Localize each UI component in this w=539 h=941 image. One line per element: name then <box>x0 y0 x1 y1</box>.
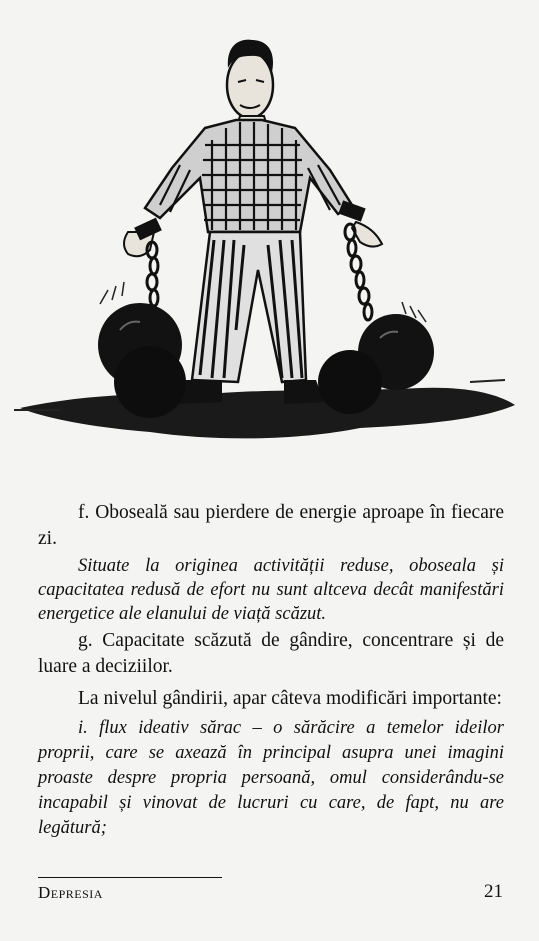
running-title: Depresia <box>38 883 103 902</box>
footer-rule <box>38 877 222 878</box>
page-number: 21 <box>484 881 503 902</box>
ground-shadow <box>14 380 515 438</box>
thinking-intro: La nivelul gândirii, apar câteva modificări importante: <box>78 688 502 709</box>
symptom-g-heading: g. Capacitate scăzută de gândire, concentrare și de luare a deciziilor. <box>38 630 504 677</box>
symptom-f-heading: f. Oboseală sau pierdere de energie aproape în fiecare zi. <box>38 502 504 549</box>
item-i-poor-ideation: i. flux ideativ sărac – o sărăcire a temelor ideilor proprii, care se axează în principal asupra unei imagini proaste despre propria persoană, omul considerându-se incapabil și vinovat de lucruri cu care, de fapt, nu are legătură; <box>38 718 504 838</box>
striped-trousers <box>192 232 306 382</box>
symptom-f-explanation: Situate la originea activității reduse, oboseala și capacitatea redusă de efort nu sunt altceva decât manifestări energetice ale elanului de viață scăzut. <box>38 556 504 624</box>
plaid-shirt <box>145 120 352 232</box>
man-head <box>227 40 273 130</box>
chained-man-illustration <box>0 0 539 470</box>
body-text <box>38 500 504 841</box>
